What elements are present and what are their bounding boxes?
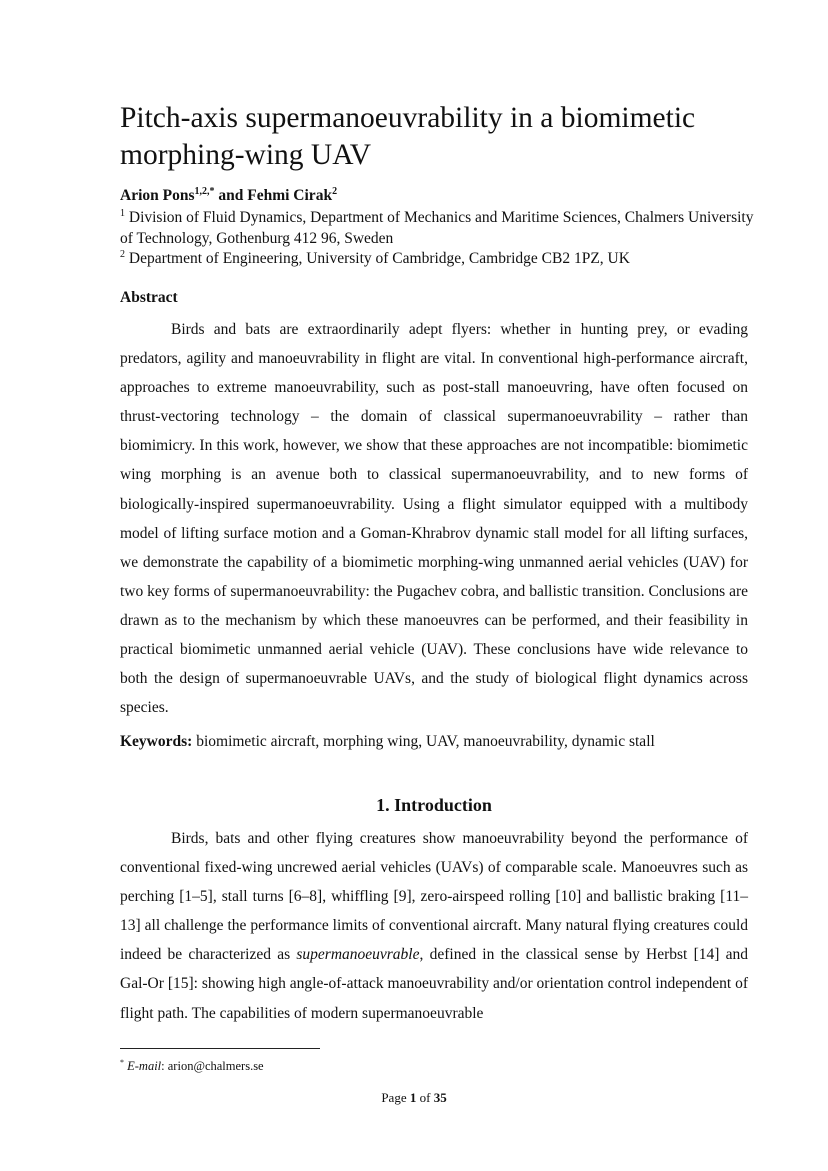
- introduction-text: [120, 824, 748, 1028]
- page-footer: [0, 1090, 828, 1106]
- page-total: 35: [433, 1090, 447, 1105]
- introduction-text-part: , defined in the classical sense by Herbst [14] and Gal-Or [15]: showing high angle-of-attack manoeuvrability and/or orientation control independent of flight path. The capabilities of modern supermanoeuvrable: [120, 946, 749, 1022]
- abstract-text: Birds and bats are extraordinarily adept flyers: whether in hunting prey, or evading predators, agility and manoeuvrability in flight are vital. In conventional high-performance aircraft, approaches to extreme manoeuvrability, such as post-stall manoeuvring, have often focused on thrust-vectoring technology – the domain of classical supermanoeuvrability – rather than biomimicry. In this work, however, we show that these approaches are not incompatible: biomimetic wing morphing is an avenue both to classical supermanoeuvrability, and to new forms of biologically-inspired supermanoeuvrability. Using a flight simulator equipped with a multibody model of lifting surface motion and a Goman-Khrabrov dynamic stall model for all lifting surfaces, we demonstrate the capability of a biomimetic morphing-wing unmanned aerial vehicles (UAV) for two key forms of supermanoeuvrability: the Pugachev cobra, and ballistic transition. Conclusions are drawn as to the mechanism by which these manoeuvres can be performed, and their feasibility in practical biomimetic unmanned aerial vehicle (UAV). These conclusions have wide relevance to both the design of supermanoeuvrable UAVs, and the study of biological flight dynamics across species.: [120, 321, 748, 717]
- affiliation-mark: 2: [120, 248, 125, 260]
- page-number: 1: [409, 1090, 417, 1105]
- keywords-label: Keywords:: [120, 733, 193, 750]
- author-name: Arion Pons: [120, 187, 195, 204]
- keywords-text: biomimetic aircraft, morphing wing, UAV, manoeuvrability, dynamic stall: [192, 733, 655, 750]
- affiliations: [120, 208, 760, 270]
- page-number-middle: of: [416, 1090, 434, 1105]
- footnote-label: E-mail: [127, 1059, 162, 1074]
- footnote-divider: [120, 1048, 320, 1049]
- author-name: Fehmi Cirak: [247, 187, 333, 204]
- section-heading-introduction: 1. Introduction: [376, 795, 492, 815]
- affiliation-text: Department of Engineering, University of Cambridge, Cambridge CB2 1PZ, UK: [128, 250, 630, 267]
- author-conjunction: and: [214, 187, 248, 204]
- paper-title: Pitch-axis supermanoeuvrability in a biomimetic morphing-wing UAV: [120, 102, 696, 171]
- footnote-email: : arion@chalmers.se: [161, 1059, 264, 1074]
- introduction-text-part: Birds, bats and other flying creatures show manoeuvrability beyond the performance of conventional fixed-wing uncrewed aerial vehicles (UAVs) of comparable scale. Manoeuvres such as perching [1–5], stall turns [6–8], whiffling [9], zero-airspeed rolling [10] and ballistic braking [11–13] all challenge the performance limits of conventional aircraft. Many natural flying creatures could indeed be characterized as: [120, 830, 748, 964]
- keywords-line: [120, 732, 760, 752]
- introduction-italic-term: supermanoeuvrable: [296, 946, 420, 964]
- affiliation-2: [120, 249, 760, 270]
- author-line: [120, 186, 337, 206]
- footnote: [120, 1055, 264, 1074]
- author-affiliation-mark: 2: [332, 185, 338, 197]
- author-affiliation-mark: 1,2,*: [194, 185, 215, 197]
- affiliation-1: [120, 208, 760, 249]
- footnote-mark: *: [120, 1058, 124, 1067]
- affiliation-text: Division of Fluid Dynamics, Department of Mechanics and Maritime Sciences, Chalmers University of Technology, Gothenburg 412 96, Sweden: [120, 209, 754, 247]
- page-number-prefix: Page: [381, 1090, 410, 1105]
- affiliation-mark: 1: [120, 207, 125, 219]
- abstract-heading: Abstract: [120, 289, 178, 306]
